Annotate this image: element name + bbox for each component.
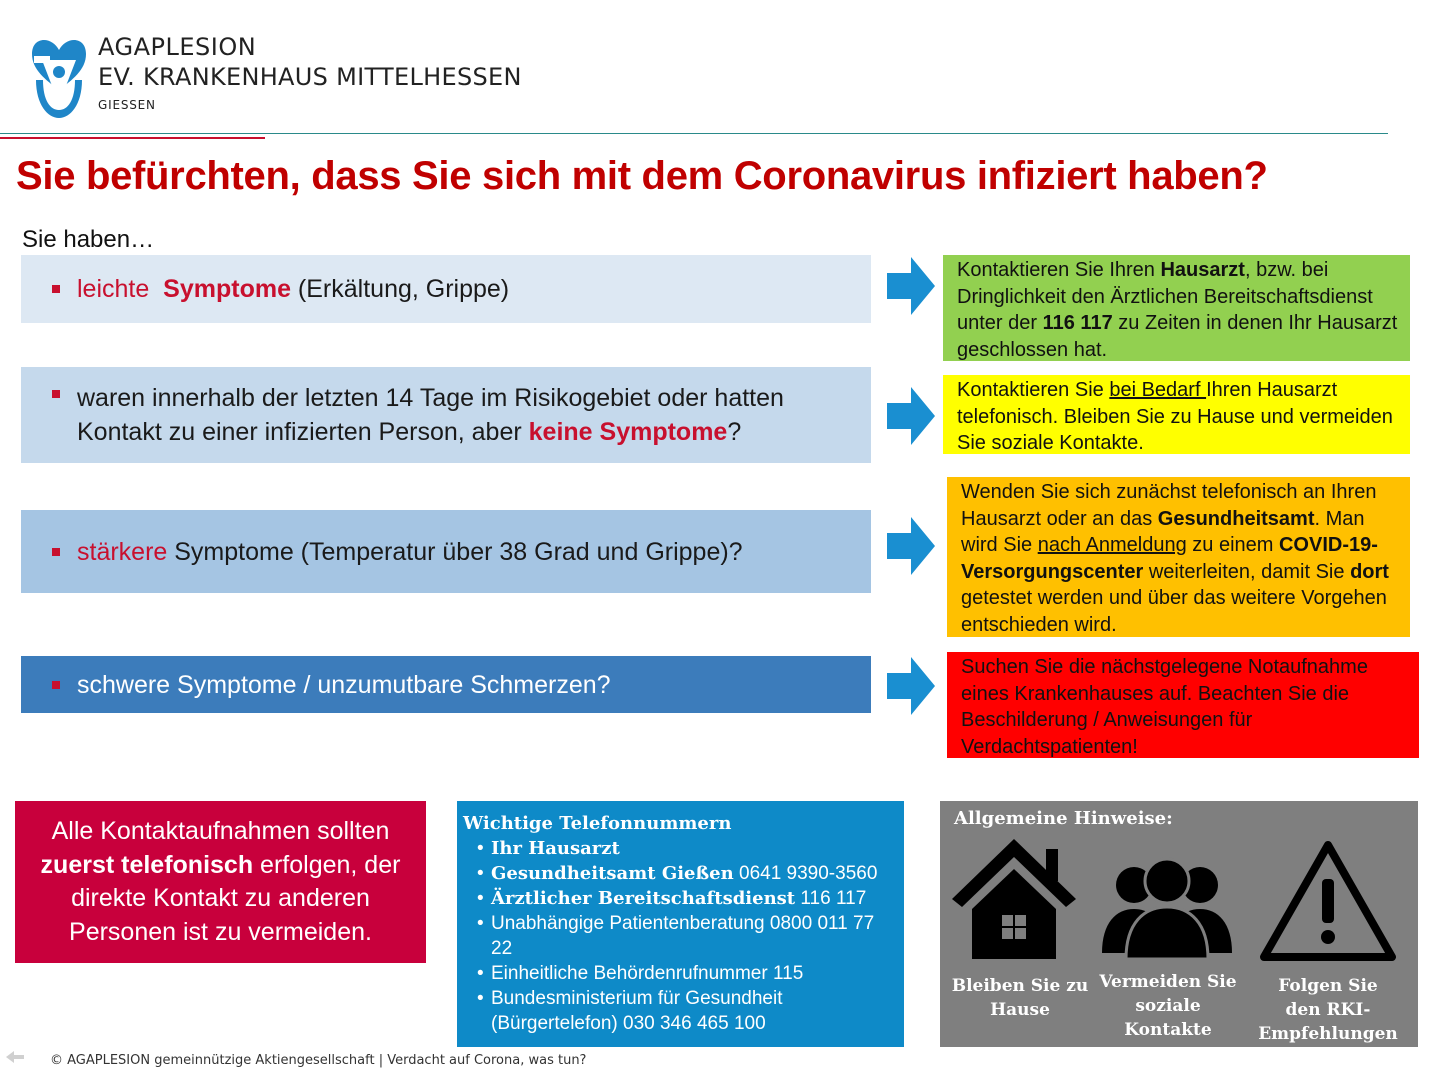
situation-risk-area-no-symptoms bbox=[21, 367, 871, 463]
list-item: • Bundesministerium für Gesundheit (Bürgertelefon) 030 346 465 100 bbox=[491, 986, 898, 1036]
intro-text: Sie haben… bbox=[22, 226, 155, 253]
arrow-right-icon bbox=[887, 387, 935, 445]
back-arrow-icon[interactable] bbox=[6, 1050, 26, 1064]
warning-icon bbox=[1258, 839, 1398, 963]
hint-caption: Vermeiden Sie soziale Kontakte bbox=[1099, 972, 1237, 1040]
action-call-health-office: Wenden Sie sich zunächst telefonisch an Ihren Hausarzt oder an das Gesundheitsamt. Man wird Sie nach Anmeldung zu einem COVID-19-Versorgungscenter weiterleiten, damit Sie dort getestet werden und über das weitere Vorgehen entschieden wird. bbox=[947, 477, 1410, 637]
situation-text: schwere Symptome / unzumutbare Schmerzen? bbox=[77, 670, 611, 699]
bullet-icon bbox=[52, 390, 60, 398]
arrow-right-icon bbox=[887, 657, 935, 715]
contact-note-panel: Alle Kontaktaufnahmen sollten zuerst telefonisch erfolgen, der direkte Kontakt zu anderen Personen ist zu vermeiden. bbox=[15, 801, 426, 963]
general-hints-panel bbox=[940, 801, 1418, 1047]
action-contact-gp-if-needed: Kontaktieren Sie bei Bedarf Ihren Hausarzt telefonisch. Bleiben Sie zu Hause und vermeiden Sie soziale Kontakte. bbox=[943, 375, 1410, 454]
phone-numbers-panel bbox=[457, 801, 904, 1047]
org-name-line2: EV. KRANKENHAUS MITTELHESSEN bbox=[98, 63, 522, 91]
phone-numbers-title: Wichtige Telefonnummern bbox=[463, 813, 732, 834]
situation-text: waren innerhalb der letzten 14 Tage im Risikogebiet oder hatten Kontakt zu einer infizierten Person, aber keine Symptome? bbox=[77, 384, 784, 446]
bullet-icon bbox=[52, 681, 60, 689]
footer-text: © AGAPLESION gemeinnützige Aktiengesellschaft | Verdacht auf Corona, was tun? bbox=[50, 1053, 587, 1068]
situation-text: leichte Symptome (Erkältung, Grippe) bbox=[77, 275, 510, 303]
list-item: • Gesundheitsamt Gießen 0641 9390-3560 bbox=[491, 861, 898, 886]
house-icon bbox=[950, 835, 1078, 963]
situation-stronger-symptoms bbox=[21, 510, 871, 593]
org-logo-text bbox=[98, 32, 522, 112]
heart-logo-icon bbox=[28, 30, 90, 122]
list-item: • Einheitliche Behördenrufnummer 115 bbox=[491, 961, 898, 986]
general-hints-title: Allgemeine Hinweise: bbox=[954, 808, 1173, 829]
list-item: • Ihr Hausarzt bbox=[491, 836, 898, 861]
page-title: Sie befürchten, dass Sie sich mit dem Coronavirus infiziert haben? bbox=[16, 154, 1268, 198]
bullet-icon bbox=[52, 285, 60, 293]
org-name-line1: AGAPLESION bbox=[98, 33, 257, 61]
hint-caption: Folgen Sie den RKI-Empfehlungen bbox=[1258, 976, 1398, 1044]
org-city: GIESSEN bbox=[98, 98, 156, 112]
header-divider bbox=[0, 133, 1388, 134]
bullet-icon bbox=[52, 548, 60, 556]
hint-caption: Bleiben Sie zu Hause bbox=[951, 976, 1089, 1020]
action-emergency-room: Suchen Sie die nächstgelegene Notaufnahme eines Krankenhauses auf. Beachten Sie die Beschilderung / Anweisungen für Verdachtspatienten! bbox=[947, 652, 1419, 758]
situation-text: stärkere Symptome (Temperatur über 38 Grad und Grippe)? bbox=[77, 537, 743, 566]
list-item: • Ärztlicher Bereitschaftsdienst 116 117 bbox=[491, 886, 898, 911]
action-contact-gp: Kontaktieren Sie Ihren Hausarzt, bzw. bei Dringlichkeit den Ärztlichen Bereitschaftsdienst unter der 116 117 zu Zeiten in denen Ihr Hausarzt geschlossen hat. bbox=[943, 255, 1410, 361]
arrow-right-icon bbox=[887, 517, 935, 575]
situation-severe-symptoms bbox=[21, 656, 871, 713]
list-item: • Unabhängige Patientenberatung 0800 011 77 22 bbox=[491, 911, 898, 961]
header-accent-divider bbox=[0, 137, 265, 139]
people-icon bbox=[1098, 857, 1236, 961]
arrow-right-icon bbox=[887, 257, 935, 315]
situation-mild-symptoms bbox=[21, 255, 871, 323]
phone-numbers-list bbox=[463, 836, 898, 1036]
